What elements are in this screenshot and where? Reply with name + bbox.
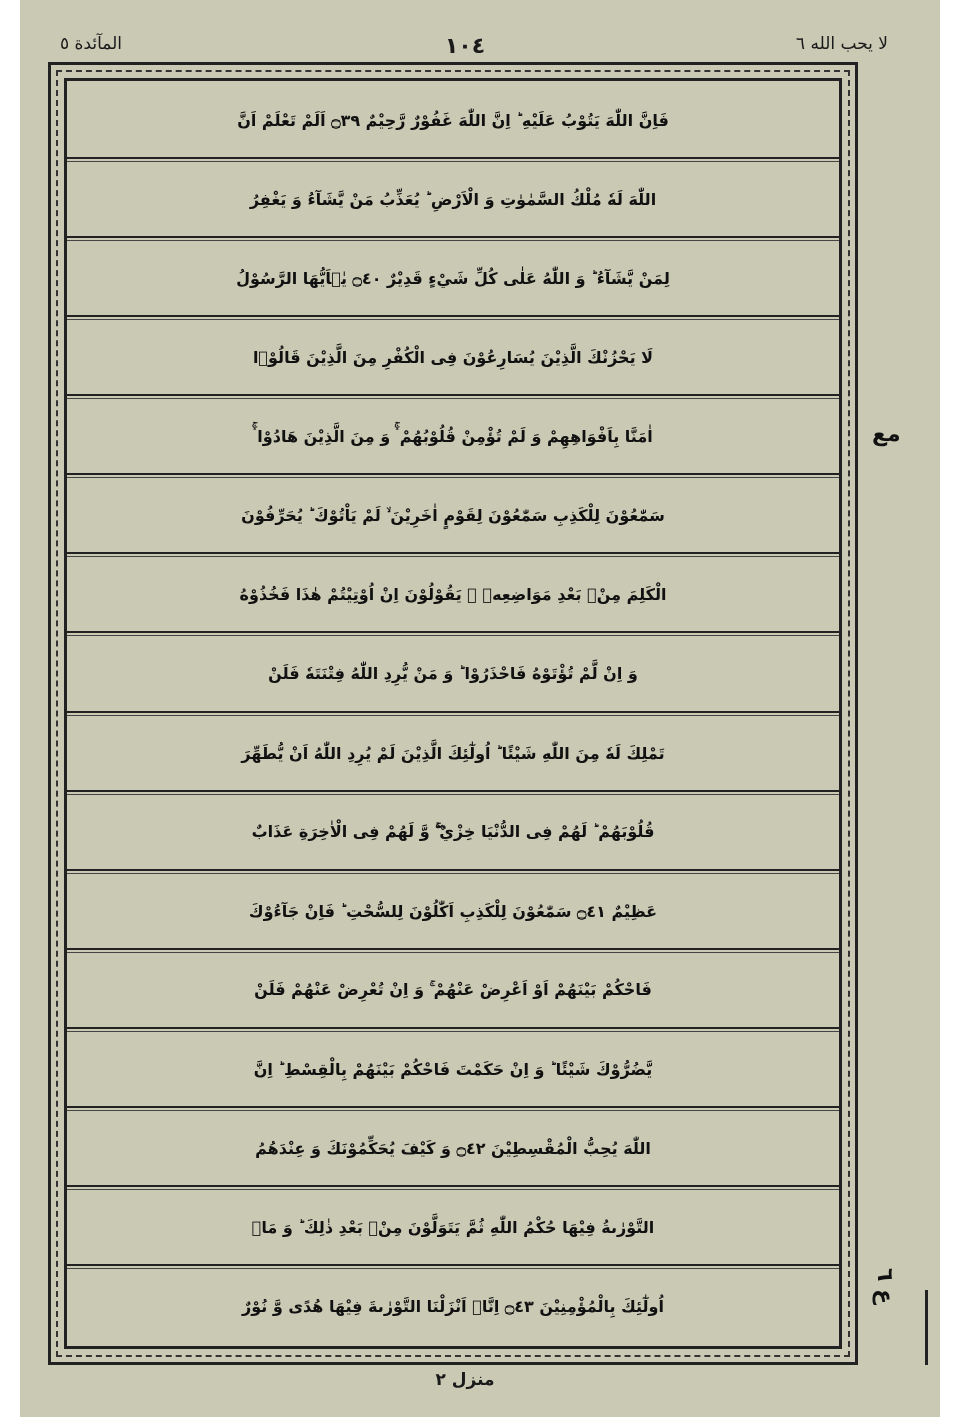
verse-line: اللّٰهَ يُحِبُّ الْمُقْسِطِيْنَ ۝٤٢ وَ كَيْفَ يُحَكِّمُوْنَكَ وَ عِنْدَهُمُ bbox=[255, 1138, 651, 1158]
header-juz-name: لا يحب الله ٦ bbox=[795, 34, 888, 54]
line-rule bbox=[67, 948, 839, 950]
line-rule bbox=[67, 161, 839, 162]
verse-line: لَا يَحْزُنْكَ الَّذِيْنَ يُسَارِعُوْنَ فِى الْكُفْرِ مِنَ الَّذِيْنَ قَالُوْۤا bbox=[252, 348, 654, 368]
line-rule bbox=[67, 635, 839, 636]
margin-rule bbox=[925, 1290, 928, 1365]
line-rule bbox=[67, 1110, 839, 1111]
verse-line: سَمّٰعُوْنَ لِلْكَذِبِ سَمّٰعُوْنَ لِقَوْمٍ اٰخَرِيْنَ ۙ لَمْ يَاْتُوْكَ ؕ يُحَرِّفُوْنَ bbox=[241, 505, 665, 525]
line-rule bbox=[67, 1185, 839, 1187]
line-rule bbox=[67, 711, 839, 713]
line-rule bbox=[67, 952, 839, 953]
footer-manzil: منزل ٢ bbox=[435, 1370, 495, 1390]
line-rule bbox=[67, 790, 839, 792]
line-rule bbox=[67, 319, 839, 320]
verse-line: عَظِيْمٌ ۝٤١ سَمّٰعُوْنَ لِلْكَذِبِ اَكّٰلُوْنَ لِلسُّحْتِ ؕ فَاِنْ جَآءُوْكَ bbox=[248, 901, 658, 921]
line-rule bbox=[67, 1106, 839, 1108]
line-rule bbox=[67, 1189, 839, 1190]
line-rule bbox=[67, 1031, 839, 1032]
verse-line: فَاِنَّ اللّٰهَ يَتُوْبُ عَلَيْهِ ؕ اِنَّ اللّٰهَ غَفُوْرٌ رَّحِيْمٌ ۝٣٩ اَلَمْ تَعْلَمْ اَنَّ bbox=[237, 111, 669, 131]
text-block bbox=[67, 81, 839, 1346]
verse-line: قُلُوْبَهُمْ ؕ لَهُمْ فِى الدُّنْيَا خِزْيٌ ۖۚ وَّ لَهُمْ فِى الْاٰخِرَةِ عَذَابٌ bbox=[251, 822, 655, 842]
line-rule bbox=[67, 631, 839, 633]
verse-line: اللّٰهَ لَهٗ مُلْكُ السَّمٰوٰتِ وَ الْاَرْضِ ؕ يُعَذِّبُ مَنْ يَّشَآءُ وَ يَغْفِرُ bbox=[249, 190, 657, 210]
line-rule bbox=[67, 552, 839, 554]
line-rule bbox=[67, 315, 839, 317]
verse-line: الْكَلِمَ مِنْۢ بَعْدِ مَوَاضِعِهٖ ۚ يَقُوْلُوْنَ اِنْ اُوْتِيْتُمْ هٰذَا فَخُذُوْهُ bbox=[239, 585, 667, 605]
verse-line: التَّوْرٰىةُ فِيْهَا حُكْمُ اللّٰهِ ثُمَّ يَتَوَلَّوْنَ مِنْۢ بَعْدِ ذٰلِكَ ؕ وَ مَاۤ bbox=[251, 1217, 655, 1237]
verse-line: تَمْلِكَ لَهٗ مِنَ اللّٰهِ شَيْئًا ؕ اُولٰٓئِكَ الَّذِيْنَ لَمْ يُرِدِ اللّٰهُ اَنْ يُّطَهِّرَ bbox=[241, 743, 665, 763]
margin-waqf-mark: ﻣﻊ bbox=[872, 422, 901, 447]
header-surah-name: المآئدة ٥ bbox=[60, 34, 123, 54]
line-rule bbox=[67, 794, 839, 795]
line-rule bbox=[67, 1027, 839, 1029]
line-rule bbox=[67, 477, 839, 478]
line-rule bbox=[67, 869, 839, 871]
line-rule bbox=[67, 873, 839, 874]
line-rule bbox=[67, 157, 839, 159]
line-rule bbox=[67, 236, 839, 238]
margin-ruku-mark: ع ٦ bbox=[872, 1268, 897, 1305]
verse-line: وَ اِنْ لَّمْ تُؤْتَوْهُ فَاحْذَرُوْا ؕ وَ مَنْ يُّرِدِ اللّٰهُ فِتْنَتَهٗ فَلَنْ bbox=[268, 664, 638, 684]
line-rule bbox=[67, 394, 839, 396]
line-rule bbox=[67, 1264, 839, 1266]
quran-page bbox=[20, 0, 940, 1417]
verse-line: فَاحْكُمْ بَيْنَهُمْ اَوْ اَعْرِضْ عَنْهُمْ ۚ وَ اِنْ تُعْرِضْ عَنْهُمْ فَلَنْ bbox=[254, 980, 652, 1000]
line-rule bbox=[67, 715, 839, 716]
line-rule bbox=[67, 556, 839, 557]
line-rule bbox=[67, 473, 839, 475]
verse-line: اُولٰٓئِكَ بِالْمُؤْمِنِيْنَ ۝٤٣ اِنَّاۤ اَنْزَلْنَا التَّوْرٰىةَ فِيْهَا هُدًى وَّ نُوْرٌ bbox=[242, 1296, 664, 1316]
line-rule bbox=[67, 398, 839, 399]
verse-line: يَّضُرُّوْكَ شَيْئًا ؕ وَ اِنْ حَكَمْتَ فَاحْكُمْ بَيْنَهُمْ بِالْقِسْطِ ؕ اِنَّ bbox=[253, 1059, 653, 1079]
verse-line: اٰمَنَّا بِاَفْوَاهِهِمْ وَ لَمْ تُؤْمِنْ قُلُوْبُهُمْ ۛۚ وَ مِنَ الَّذِيْنَ هَادُوْا ۛۚ bbox=[253, 426, 653, 446]
header-page-number: ١٠٤ bbox=[444, 34, 486, 59]
verse-line: لِمَنْ يَّشَآءُ ؕ وَ اللّٰهُ عَلٰى كُلِّ شَيْءٍ قَدِيْرٌ ۝٤٠ يٰۤاَيُّهَا الرَّسُوْلُ bbox=[236, 269, 670, 289]
line-rule bbox=[67, 240, 839, 241]
line-rule bbox=[67, 1268, 839, 1269]
